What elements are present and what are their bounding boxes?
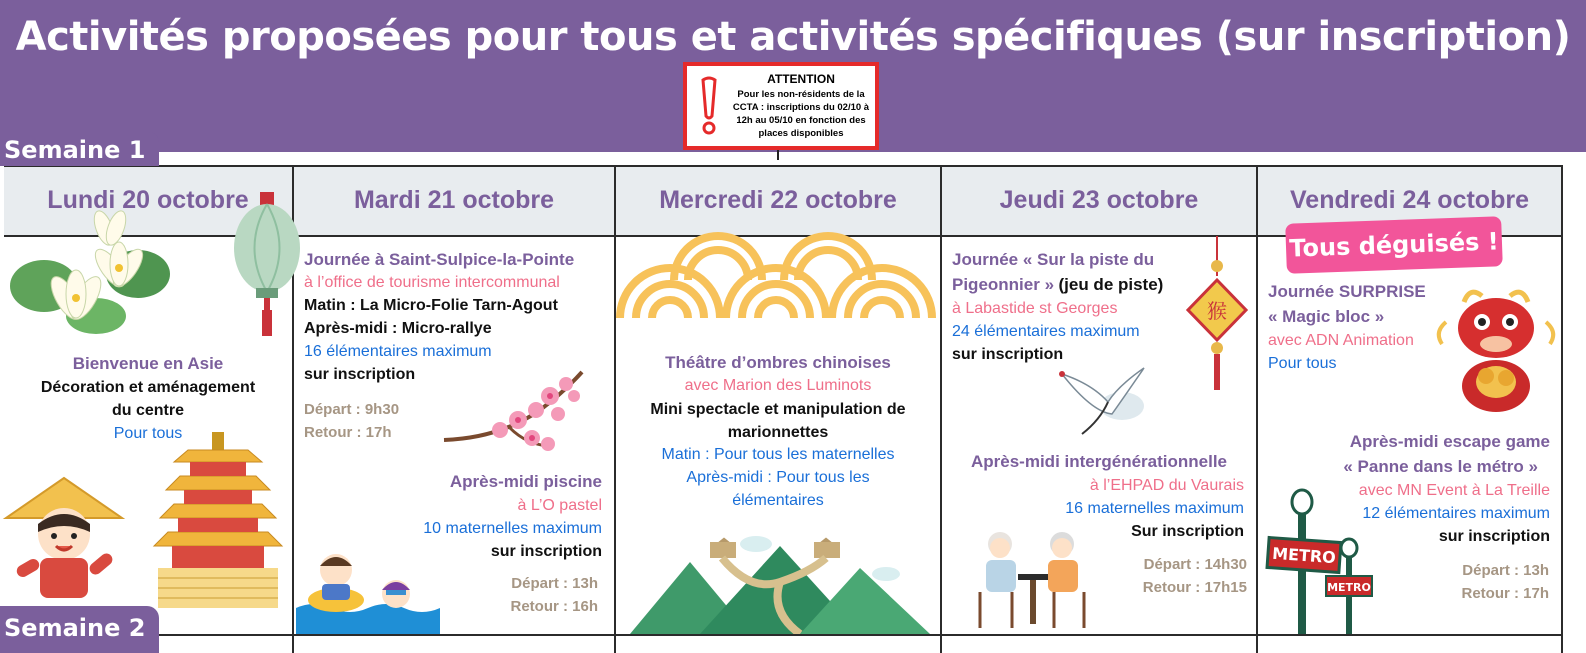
thursday-title-1: Journée « Sur la piste du [952,250,1155,269]
thursday-pm-depart: Départ : 14h30 [1143,556,1247,573]
tuesday-pm-title: Après-midi piscine [449,472,602,491]
wednesday-desc-2: marionnettes [727,424,829,441]
day-header-monday: Lundi 20 octobre [47,186,249,214]
connector-line [777,150,779,160]
dragon [1434,282,1558,416]
day-header-thursday: Jeudi 23 octobre [999,186,1199,214]
pagoda [144,432,292,612]
wednesday-afternoon-1: Après-midi : Pour tous les [686,469,870,486]
friday-pm-depart: Départ : 13h [1462,562,1549,579]
great-wall-mountains [630,522,930,634]
friday-with: avec ADN Animation [1268,332,1414,349]
metro-signs [1264,488,1394,634]
tuesday-title: Journée à Saint-Sulpice-la-Pointe [304,250,575,269]
thursday-pm-title: Après-midi intergénérationnelle [971,452,1227,471]
page-title: Activités proposées pour tous et activités spécifiques (sur inscription) [15,14,1571,60]
week-2-tab: Semaine 2 [0,606,159,653]
swimming-kids [296,544,440,634]
tuesday-pm-signup: sur inscription [490,543,602,560]
thursday-place: à Labastide st Georges [952,300,1118,317]
attention-notice [683,62,879,150]
tuesday-signup: sur inscription [304,366,416,383]
grid-line [1561,165,1563,653]
charm-glyph: 猴 [1207,299,1227,323]
wednesday-morning: Matin : Pour tous les maternelles [661,446,895,463]
wednesday-desc-1: Mini spectacle et manipulation de [650,401,906,418]
wednesday-with: avec Marion des Luminots [684,377,872,394]
monday-desc-2: du centre [111,402,184,419]
tuesday-pm-retour: Retour : 16h [510,598,598,615]
paper-lantern [232,192,302,338]
thursday-signup: sur inscription [952,346,1064,363]
child-with-hat [2,474,126,606]
thursday-title-2-extra: (jeu de piste) [1058,275,1164,294]
chinese-charm [1186,236,1248,392]
exclamation-icon [697,76,721,136]
friday-title-1: Journée SURPRISE [1268,282,1426,301]
friday-pm-with: avec MN Event à La Treille [1358,482,1550,499]
friday-title-2: « Magic bloc » [1268,307,1385,326]
tuesday-morning: Matin : La Micro-Folie Tarn-Agout [304,297,558,314]
thursday-pm-signup: Sur inscription [1131,523,1244,540]
thursday-title-2: Pigeonnier » [952,275,1055,294]
attention-line: Pour les non-résidents de la [737,89,865,100]
thursday-pm-retour: Retour : 17h15 [1142,579,1247,596]
tuesday-place: à l’office de tourisme intercommunal [304,274,560,291]
sun-waves-pattern [616,232,940,320]
metro-sign-1-text: METRO [1271,543,1337,568]
attention-heading: ATTENTION [767,72,835,86]
friday-pm-capacity: 12 élémentaires maximum [1362,505,1550,522]
attention-text [727,88,875,140]
cherry-blossom [440,366,590,462]
monday-desc-1: Décoration et aménagement [40,379,256,396]
friday-audience: Pour tous [1268,355,1337,372]
tuesday-retour: Retour : 17h [304,424,392,441]
day-header-friday: Vendredi 24 octobre [1290,186,1529,214]
tuesday-pm-depart: Départ : 13h [511,575,598,592]
thursday-capacity: 24 élémentaires maximum [952,323,1140,340]
friday-pm-signup: sur inscription [1438,528,1550,545]
elderly-chess-players [972,526,1092,630]
wednesday-afternoon-2: élémentaires [732,492,824,509]
tuesday-pm-place: à L’O pastel [517,497,602,514]
thursday-pm-capacity: 16 maternelles maximum [1065,500,1244,517]
tuesday-pm-capacity: 10 maternelles maximum [423,520,602,537]
thursday-pm-place: à l’EHPAD du Vaurais [1089,477,1244,494]
costume-day-banner: Tous déguisés ! [1285,216,1503,274]
thursday-title-2-line [952,273,1163,297]
lotus-flowers [6,206,174,340]
day-header-tuesday: Mardi 21 octobre [353,186,555,214]
crane-bird [1052,356,1148,442]
monday-audience: Pour tous [113,425,183,442]
grid-line [4,634,1563,636]
attention-line: CCTA : inscriptions du 02/10 à [732,102,870,113]
tuesday-capacity: 16 élémentaires maximum [304,343,492,360]
friday-pm-title-1: Après-midi escape game [1349,432,1550,451]
day-header-wednesday: Mercredi 22 octobre [659,186,897,214]
week-1-tab: Semaine 1 [0,132,159,166]
wednesday-title: Théâtre d’ombres chinoises [665,353,891,372]
friday-pm-retour: Retour : 17h [1461,585,1549,602]
attention-line: 12h au 05/10 en fonction des [736,115,866,126]
friday-pm-title-2: « Panne dans le métro » [1343,457,1538,476]
attention-line: places disponibles [758,128,844,139]
monday-title: Bienvenue en Asie [72,354,224,373]
tuesday-depart: Départ : 9h30 [304,401,400,418]
metro-sign-2-text: METRO [1327,581,1371,594]
tuesday-afternoon: Après-midi : Micro-rallye [304,320,492,337]
